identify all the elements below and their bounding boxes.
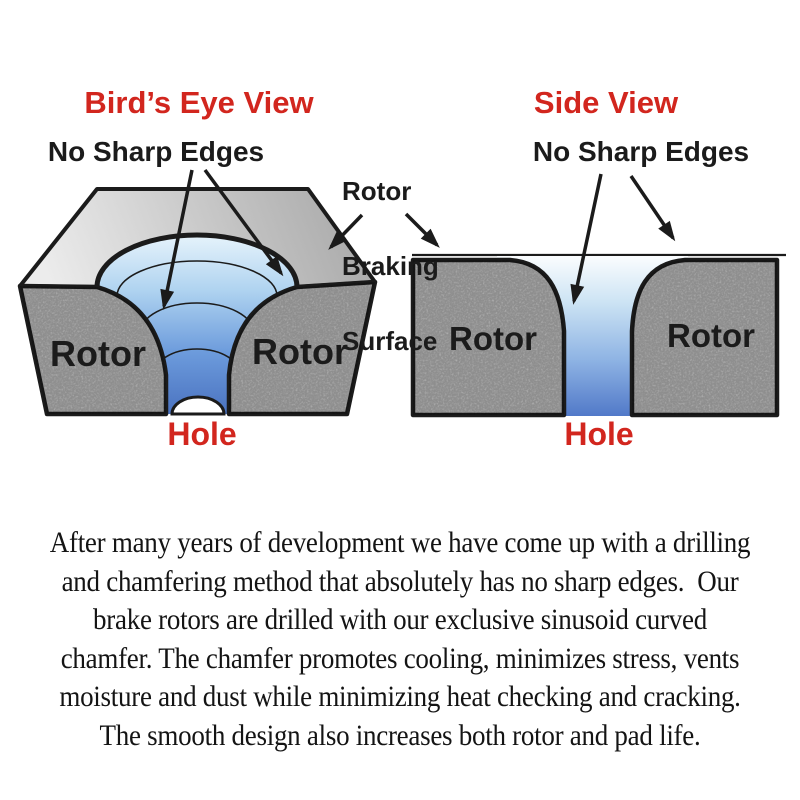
paragraph-line: After many years of development we have come up with a drilling xyxy=(49,526,751,559)
rotor-label-be-right: Rotor xyxy=(252,331,348,372)
rotor-label-be-left: Rotor xyxy=(50,333,146,374)
callout-line-1: Rotor xyxy=(342,176,412,206)
callout-line-2: Braking xyxy=(342,251,439,281)
side-view-title: Side View xyxy=(533,85,679,120)
birds-eye-view-figure xyxy=(20,189,375,414)
callout-line-3: Surface xyxy=(342,326,438,356)
hole-label-sv: Hole xyxy=(564,416,634,452)
paragraph-line: and chamfering method that absolutely has no sharp edges. Our xyxy=(61,564,739,598)
description-paragraph xyxy=(0,524,800,755)
rotor-label-sv-left: Rotor xyxy=(449,320,537,357)
rotor-braking-surface-label xyxy=(342,129,439,404)
paragraph-line: The smooth design also increases both rotor and pad life. xyxy=(99,718,701,752)
birds-eye-title: Bird’s Eye View xyxy=(84,85,314,120)
paragraph-line: moisture and dust while minimizing heat checking and cracking. xyxy=(59,680,741,713)
arrow-no-sharp-sv-right xyxy=(631,176,673,238)
rotor-label-sv-right: Rotor xyxy=(667,317,755,354)
paragraph-line: chamfer. The chamfer promotes cooling, minimizes stress, vents xyxy=(60,641,740,675)
no-sharp-edges-label-right: No Sharp Edges xyxy=(532,136,750,167)
paragraph-line: brake rotors are drilled with our exclusive sinusoid curved xyxy=(93,603,707,636)
no-sharp-edges-label-left: No Sharp Edges xyxy=(47,136,265,167)
hole-label-be: Hole xyxy=(167,416,237,452)
